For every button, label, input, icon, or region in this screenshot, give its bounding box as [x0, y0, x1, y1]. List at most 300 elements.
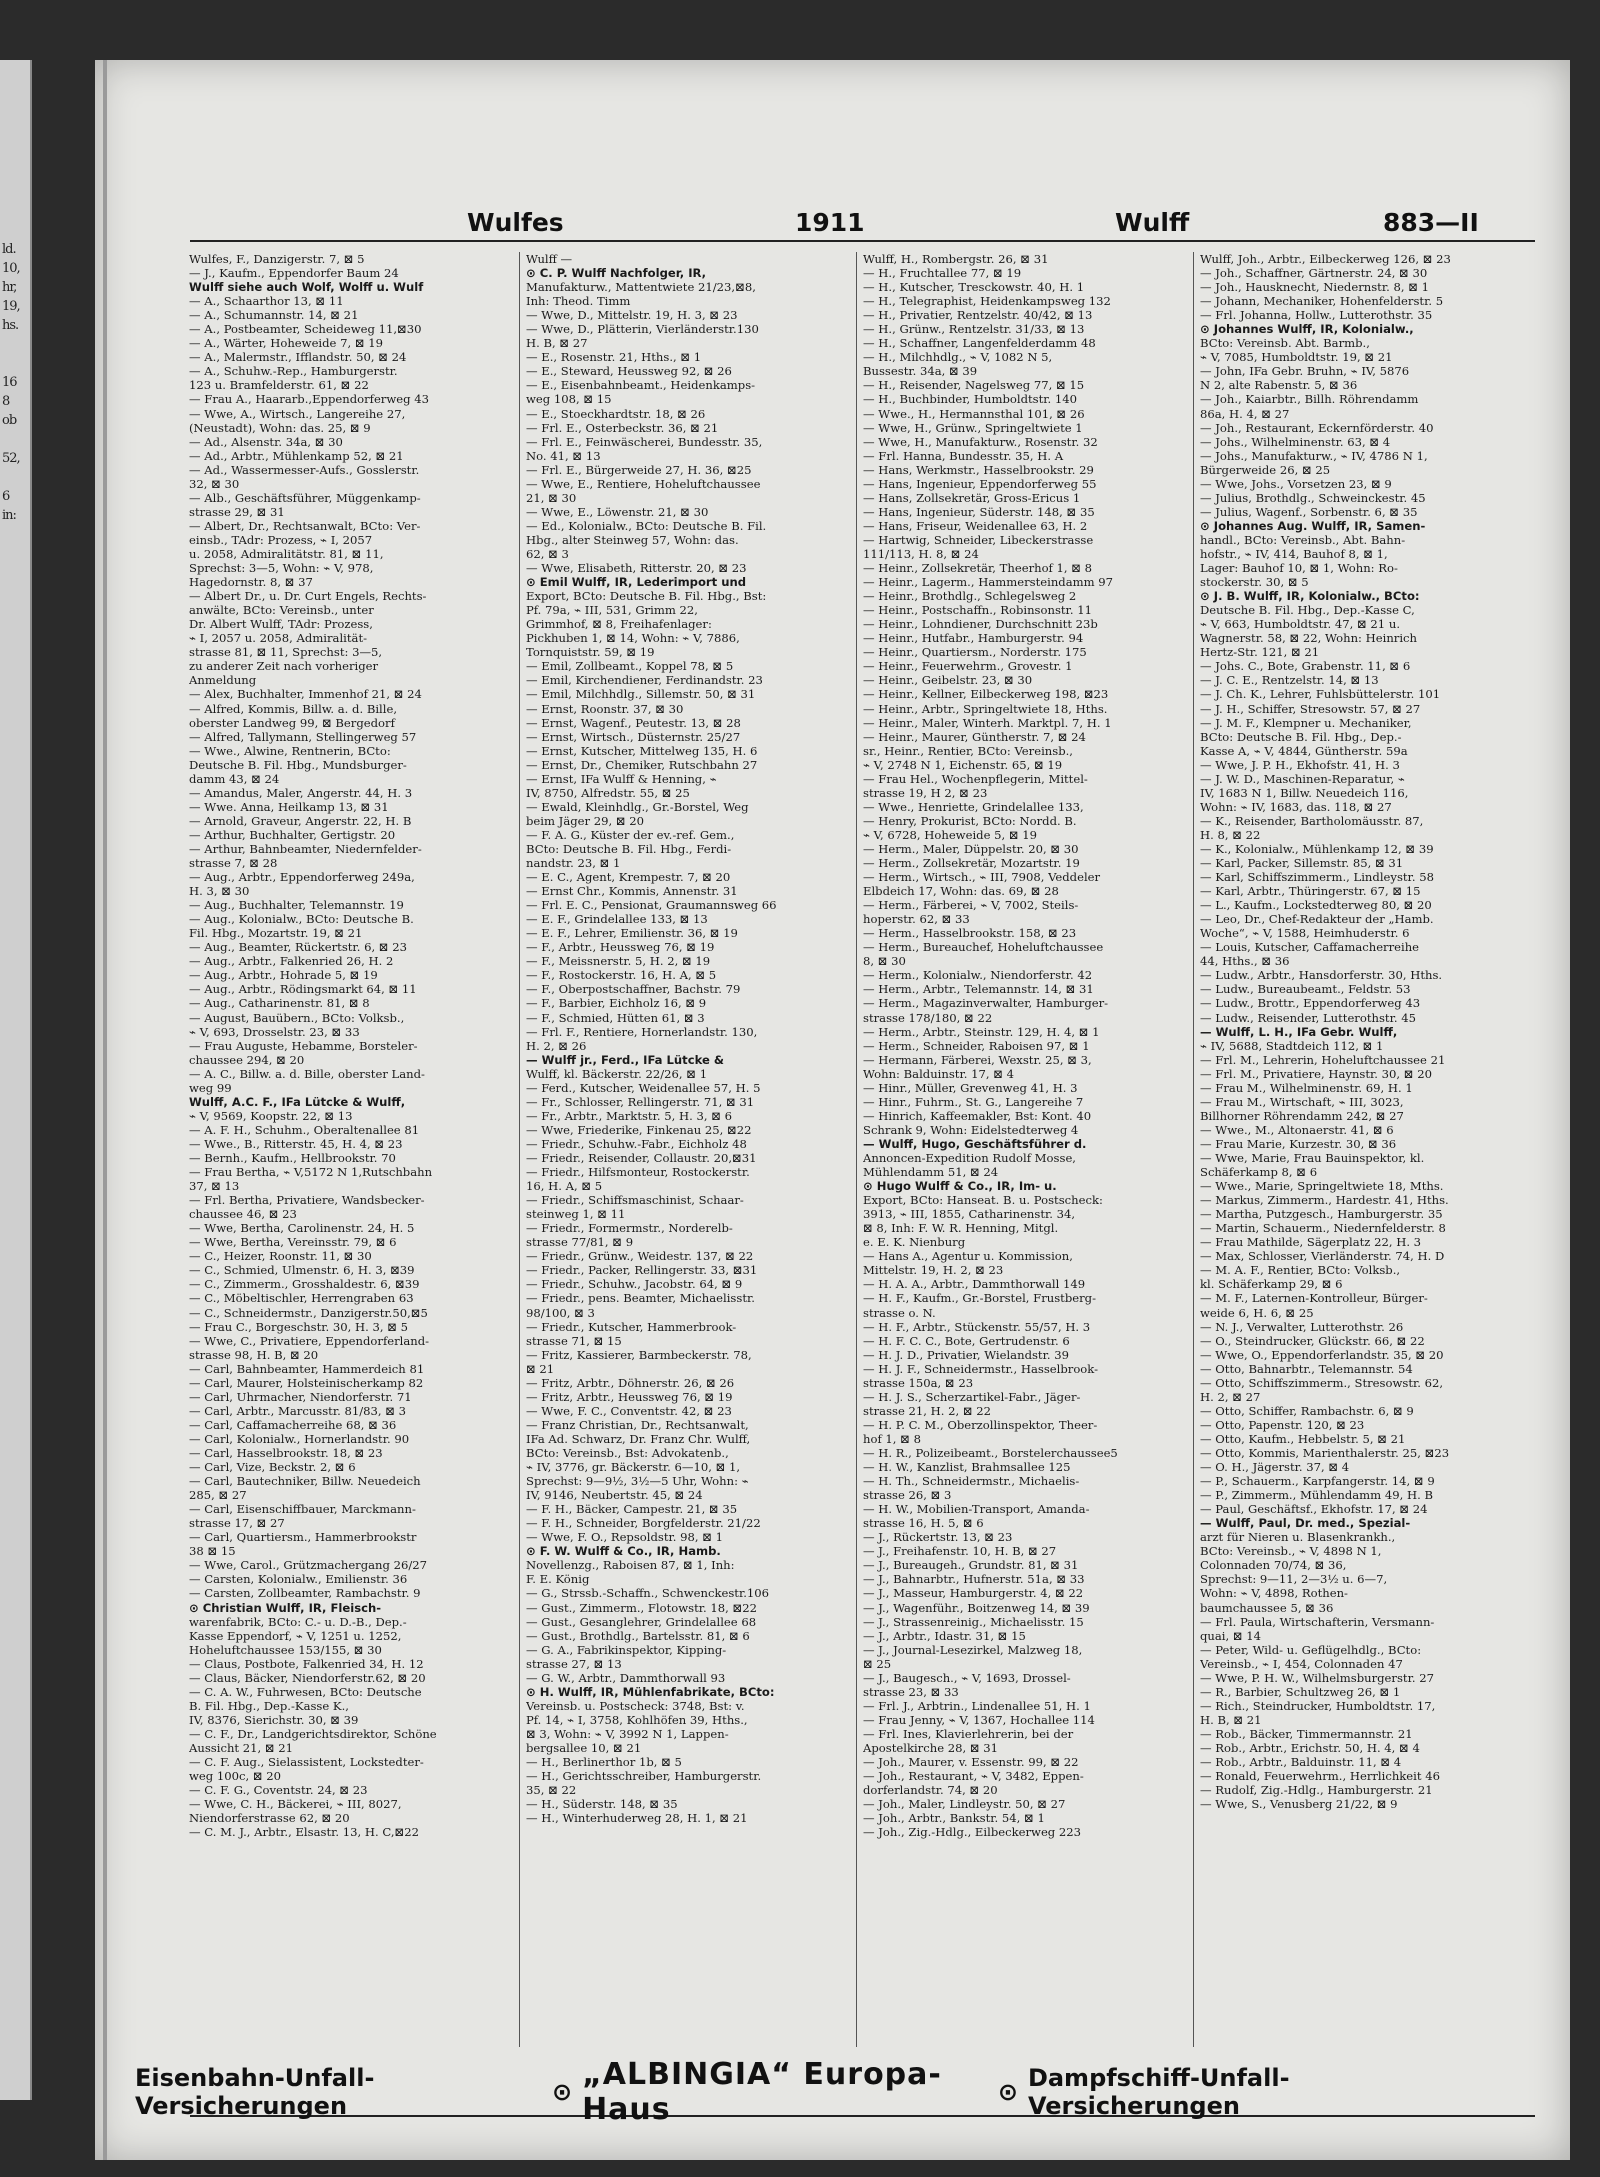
- directory-entry: — Claus, Bäcker, Niendorferstr.62, ⊠ 20: [189, 1670, 426, 1685]
- directory-entry: — Frau A., Haararb.,Eppendorferweg 43: [189, 392, 429, 407]
- directory-entry: strasse 81, ⊠ 11, Sprechst: 3—5,: [189, 645, 383, 660]
- directory-entry: — N. J., Verwalter, Lutterothstr. 26: [1200, 1319, 1404, 1334]
- directory-entry: — H. J. D., Privatier, Wielandstr. 39: [863, 1347, 1069, 1362]
- directory-entry: Deutsche B. Fil. Hbg., Dep.-Kasse C,: [1200, 603, 1415, 618]
- directory-entry: — Joh., Maurer, v. Essenstr. 99, ⊠ 22: [863, 1755, 1079, 1770]
- directory-entry: — Friedr., Schuhw., Jacobstr. 64, ⊠ 9: [526, 1277, 743, 1292]
- header-first-name: Wulfes: [467, 208, 564, 237]
- directory-entry: — H., Telegraphist, Heidenkampsweg 132: [863, 294, 1111, 309]
- directory-entry: — Martha, Putzgesch., Hamburgerstr. 35: [1200, 1207, 1443, 1222]
- directory-entry: — August, Bauübern., BCto: Volksb.,: [189, 1010, 405, 1025]
- directory-entry: ⊙ Johannes Aug. Wulff, IR, Samen-: [1200, 518, 1426, 533]
- directory-entry: — H. W., Kanzlist, Brahmsallee 125: [863, 1460, 1071, 1475]
- directory-entry: — Ed., Kolonialw., BCto: Deutsche B. Fil.: [526, 518, 767, 533]
- directory-entry: strasse 71, ⊠ 15: [526, 1333, 622, 1348]
- directory-entry: ⊙ C. P. Wulff Nachfolger, IR,: [526, 266, 707, 281]
- directory-entry: — E. F., Lehrer, Emilienstr. 36, ⊠ 19: [526, 926, 738, 941]
- directory-entry: bergsallee 10, ⊠ 21: [526, 1740, 642, 1755]
- directory-entry: — Ad., Alsenstr. 34a, ⊠ 30: [189, 434, 343, 449]
- directory-entry: BCto: Deutsche B. Fil. Hbg., Dep.-: [1200, 729, 1402, 744]
- directory-entry: — Arnold, Graveur, Angerstr. 22, H. B: [189, 813, 412, 828]
- directory-entry: Export, BCto: Deutsche B. Fil. Hbg., Bst:: [526, 589, 767, 604]
- directory-entry: — C., Schmied, Ulmenstr. 6, H. 3, ⊠39: [189, 1263, 415, 1278]
- directory-column-2: [520, 252, 857, 2047]
- directory-entry: — J., Freihafenstr. 10, H. B, ⊠ 27: [863, 1544, 1057, 1559]
- directory-entry: — A. F. H., Schuhm., Oberaltenallee 81: [189, 1122, 420, 1137]
- directory-entry: — Wwe, F. C., Conventstr. 42, ⊠ 23: [526, 1403, 732, 1418]
- directory-entry: — Johann, Mechaniker, Hohenfelderstr. 5: [1200, 294, 1444, 309]
- directory-entry: — Frl. E., Feinwäscherei, Bundesstr. 35,: [526, 434, 763, 449]
- directory-entry: — F., Oberpostschaffner, Bachstr. 79: [526, 982, 741, 997]
- directory-entry: BCto: Vereinsb., ⌁ V, 4898 N 1,: [1200, 1544, 1382, 1559]
- directory-entry: — E., Steward, Heussweg 92, ⊠ 26: [526, 364, 732, 379]
- directory-entry: — Ernst, Kutscher, Mittelweg 135, H. 6: [526, 743, 758, 758]
- directory-entry: zu anderer Zeit nach vorheriger: [189, 659, 379, 674]
- directory-entry: — Heinr., Feuerwehrm., Grovestr. 1: [863, 659, 1073, 674]
- directory-entry: — Wwe, E., Rentiere, Hoheluftchaussee: [526, 476, 761, 491]
- directory-entry: anwälte, BCto: Vereinsb., unter: [189, 603, 374, 618]
- directory-entry: — Frau M., Wirtschaft, ⌁ III, 3023,: [1200, 1094, 1404, 1109]
- directory-entry: — Carl, Arbtr., Marcusstr. 81/83, ⊠ 3: [189, 1403, 407, 1418]
- directory-entry: Deutsche B. Fil. Hbg., Mundsburger-: [189, 757, 407, 772]
- directory-entry: — H., Winterhuderweg 28, H. 1, ⊠ 21: [526, 1811, 748, 1826]
- directory-entry: — Wwe, J. P. H., Ekhofstr. 41, H. 3: [1200, 757, 1400, 772]
- directory-entry: — Carsten, Zollbeamter, Rambachstr. 9: [189, 1586, 421, 1601]
- directory-entry: Wohn: ⌁ IV, 1683, das. 118, ⊠ 27: [1200, 799, 1392, 814]
- directory-entry: — Julius, Brothdlg., Schweinckestr. 45: [1200, 490, 1426, 505]
- directory-entry: — C. M. J., Arbtr., Elsastr. 13, H. C,⊠22: [189, 1825, 419, 1840]
- footer-separator-icon: ⊙: [551, 2078, 573, 2106]
- directory-entry: IFa Ad. Schwarz, Dr. Franz Chr. Wulff,: [526, 1431, 751, 1446]
- directory-entry: — Heinr., Arbtr., Springeltwiete 18, Hths.: [863, 701, 1108, 716]
- directory-entry: — H., Buchbinder, Humboldtstr. 140: [863, 392, 1078, 407]
- directory-entry: Hoheluftchaussee 153/155, ⊠ 30: [189, 1642, 382, 1657]
- directory-entry: — Wwe., B., Ritterstr. 45, H. 4, ⊠ 23: [189, 1136, 403, 1151]
- directory-entry: — Frau M., Wilhelminenstr. 69, H. 1: [1200, 1080, 1413, 1095]
- directory-entry: Pf. 14, ⌁ I, 3758, Kohlhöfen 39, Hths.,: [526, 1712, 748, 1727]
- directory-entry: — Wwe. Anna, Heilkamp 13, ⊠ 31: [189, 799, 389, 814]
- directory-entry: Hertz-Str. 121, ⊠ 21: [1200, 645, 1320, 660]
- directory-entry: H. B, ⊠ 21: [1200, 1712, 1262, 1727]
- directory-entry: — Frl. E., Osterbeckstr. 36, ⊠ 21: [526, 420, 719, 435]
- directory-entry: Novellenzg., Raboisen 87, ⊠ 1, Inh:: [526, 1558, 735, 1573]
- header-rule: [190, 240, 1535, 242]
- directory-entry: — A., Schuhw.-Rep., Hamburgerstr.: [189, 364, 398, 379]
- directory-entry: — A., Wärter, Hoheweide 7, ⊠ 19: [189, 336, 384, 351]
- directory-entry: — Hans, Zollsekretär, Gross-Ericus 1: [863, 490, 1081, 505]
- directory-entry: u. 2058, Admiralitätstr. 81, ⊠ 11,: [189, 546, 384, 561]
- directory-entry: — Frau Marie, Kurzestr. 30, ⊠ 36: [1200, 1136, 1397, 1151]
- directory-entry: Dr. Albert Wulff, TAdr: Prozess,: [189, 617, 373, 632]
- directory-entry: — Ernst, Dr., Chemiker, Rutschbahn 27: [526, 757, 758, 772]
- directory-entry: — Fr., Arbtr., Marktstr. 5, H. 3, ⊠ 6: [526, 1108, 732, 1123]
- directory-entry: — Joh., Zig.-Hdlg., Eilbeckerweg 223: [863, 1825, 1082, 1840]
- directory-entry: — Claus, Postbote, Falkenried 34, H. 12: [189, 1656, 424, 1671]
- directory-entry: — Herm., Magazinverwalter, Hamburger-: [863, 996, 1109, 1011]
- header-page-number: 883—II: [1383, 208, 1479, 237]
- directory-entry: — Wwe, Marie, Frau Bauinspektor, kl.: [1200, 1151, 1425, 1165]
- directory-entry: — Otto, Kommis, Marienthalerstr. 25, ⊠23: [1200, 1445, 1450, 1460]
- directory-entry: — A., Postbeamter, Scheideweg 11,⊠30: [189, 322, 422, 337]
- directory-entry: Bussestr. 34a, ⊠ 39: [863, 364, 978, 379]
- directory-entry: — Frl. Hanna, Bundesstr. 35, H. A: [863, 448, 1064, 463]
- directory-entry: — Gust., Gesanglehrer, Grindelallee 68: [526, 1614, 757, 1629]
- directory-entry: — J., Arbtr., Idastr. 31, ⊠ 15: [863, 1628, 1026, 1643]
- directory-entry: Wagnerstr. 58, ⊠ 22, Wohn: Heinrich: [1200, 631, 1417, 646]
- directory-entry: Apostelkirche 28, ⊠ 31: [863, 1740, 999, 1755]
- directory-entry: — Wwe, E., Löwenstr. 21, ⊠ 30: [526, 504, 709, 519]
- directory-entry: IV, 9146, Neubertstr. 45, ⊠ 24: [526, 1488, 703, 1503]
- directory-entry: 111/113, H. 8, ⊠ 24: [863, 546, 979, 561]
- footer-center-ad: „ALBINGIA“ Europa-Haus: [582, 2057, 942, 2127]
- directory-entry: BCto: Vereinsb., Bst: Advokatenb.,: [526, 1445, 729, 1460]
- directory-entry: — Martin, Schauerm., Niedernfelderstr. 8: [1200, 1221, 1446, 1236]
- directory-entry: IV, 8750, Alfredstr. 55, ⊠ 25: [526, 785, 690, 800]
- directory-entry: — Emil, Milchhdlg., Sillemstr. 50, ⊠ 31: [526, 687, 756, 702]
- directory-entry: — Frau Auguste, Hebamme, Borsteler-: [189, 1038, 418, 1053]
- directory-entry: weg 108, ⊠ 15: [526, 392, 612, 407]
- directory-entry: — Friedr., Kutscher, Hammerbrook-: [526, 1319, 737, 1334]
- directory-entry: warenfabrik, BCto: C.- u. D.-B., Dep.-: [189, 1614, 407, 1629]
- directory-entry: — J., Bureaugeh., Grundstr. 81, ⊠ 31: [863, 1558, 1079, 1573]
- directory-entry: — Carsten, Kolonialw., Emilienstr. 36: [189, 1572, 408, 1587]
- directory-entry: — Aug., Catharinenstr. 81, ⊠ 8: [189, 996, 370, 1011]
- directory-entry: — Ernst, Roonstr. 37, ⊠ 30: [526, 701, 684, 716]
- directory-entry: — Frl. Paula, Wirtschafterin, Versmann-: [1200, 1614, 1435, 1629]
- directory-entry: — Hans, Friseur, Weidenallee 63, H. 2: [863, 518, 1088, 533]
- directory-entry: — Carl, Caffamacherreihe 68, ⊠ 36: [189, 1417, 397, 1432]
- directory-entry: Wulff, Joh., Arbtr., Eilbeckerweg 126, ⊠ 23: [1200, 252, 1451, 266]
- directory-entry: — E., Eisenbahnbeamt., Heidenkamps-: [526, 378, 756, 393]
- directory-entry: ⊠ 8, Inh: F. W. R. Henning, Mitgl.: [863, 1221, 1059, 1236]
- directory-entry: — Hans A., Agentur u. Kommission,: [863, 1249, 1073, 1264]
- directory-entry: — Heinr., Maurer, Güntherstr. 7, ⊠ 24: [863, 729, 1086, 744]
- directory-entry: Wulff, A.C. F., IFa Lütcke & Wulff,: [189, 1094, 406, 1109]
- directory-entry: 21, ⊠ 30: [526, 490, 577, 505]
- directory-entry: — Wwe, S., Venusberg 21/22, ⊠ 9: [1200, 1797, 1398, 1812]
- directory-entry: Inh: Theod. Timm: [526, 294, 631, 309]
- directory-entry: — J., Kaufm., Eppendorfer Baum 24: [189, 266, 399, 281]
- directory-entry: — Aug., Kolonialw., BCto: Deutsche B.: [189, 912, 414, 927]
- directory-entry: — Carl, Quartiersm., Hammerbrookstr: [189, 1530, 417, 1545]
- directory-entry: — L., Kaufm., Lockstedterweg 80, ⊠ 20: [1200, 898, 1432, 913]
- directory-entry: — J. M. F., Klempner u. Mechaniker,: [1200, 715, 1412, 730]
- directory-entry: stockerstr. 30, ⊠ 5: [1200, 575, 1309, 590]
- directory-entry: — F., Schmied, Hütten 61, ⊠ 3: [526, 1010, 705, 1025]
- directory-entry: hoperstr. 62, ⊠ 33: [863, 912, 970, 927]
- directory-entry: strasse 29, ⊠ 31: [189, 504, 285, 519]
- directory-entry: — F., Rostockerstr. 16, H. A, ⊠ 5: [526, 968, 717, 983]
- directory-entry: — M. A. F., Rentier, BCto: Volksb.,: [1200, 1263, 1401, 1278]
- directory-entry: — Wulff, Hugo, Geschäftsführer d.: [863, 1136, 1087, 1151]
- directory-entry: — F., Arbtr., Heussweg 76, ⊠ 19: [526, 940, 715, 955]
- directory-entry: ⌁ IV, 3776, gr. Bäckerstr. 6—10, ⊠ 1,: [526, 1460, 741, 1475]
- directory-entry: oberster Landweg 99, ⊠ Bergedorf: [189, 715, 395, 730]
- directory-entry: — Herm., Schneider, Raboisen 97, ⊠ 1: [863, 1038, 1090, 1053]
- directory-entry: — Ferd., Kutscher, Weidenallee 57, H. 5: [526, 1080, 761, 1095]
- directory-entry: — Frau Hel., Wochenpflegerin, Mittel-: [863, 771, 1088, 786]
- directory-entry: — Wwe, Bertha, Carolinenstr. 24, H. 5: [189, 1221, 415, 1236]
- directory-entry: — H., Schaffner, Langenfelderdamm 48: [863, 336, 1096, 351]
- directory-entry: — Rudolf, Zig.-Hdlg., Hamburgerstr. 21: [1200, 1783, 1433, 1798]
- directory-entry: — C. F., Dr., Landgerichtsdirektor, Schöne: [189, 1726, 437, 1741]
- directory-entry: — O. H., Jägerstr. 37, ⊠ 4: [1200, 1460, 1350, 1475]
- directory-entry: — Aug., Arbtr., Rödingsmarkt 64, ⊠ 11: [189, 982, 417, 997]
- directory-entry: Billhorner Röhrendamm 242, ⊠ 27: [1200, 1108, 1404, 1123]
- directory-entry: Annoncen-Expedition Rudolf Mosse,: [863, 1151, 1076, 1165]
- directory-entry: — Emil, Zollbeamt., Koppel 78, ⊠ 5: [526, 659, 734, 674]
- directory-entry: — Carl, Uhrmacher, Niendorferstr. 71: [189, 1389, 412, 1404]
- directory-entry: — Markus, Zimmerm., Hardestr. 41, Hths.: [1200, 1193, 1449, 1208]
- directory-entry: — M. F., Laternen-Kontrolleur, Bürger-: [1200, 1291, 1428, 1306]
- directory-entry: — Wwe, Bertha, Vereinsstr. 79, ⊠ 6: [189, 1235, 397, 1250]
- directory-entry: strasse 178/180, ⊠ 22: [863, 1010, 993, 1025]
- directory-entry: — Ernst, IFa Wulff & Henning, ⌁: [526, 771, 717, 786]
- directory-entry: hof 1, ⊠ 8: [863, 1431, 921, 1446]
- directory-entry: — Otto, Kaufm., Hebbelstr. 5, ⊠ 21: [1200, 1431, 1406, 1446]
- directory-entry: 86a, H. 4, ⊠ 27: [1200, 406, 1290, 421]
- directory-entry: — Karl, Arbtr., Thüringerstr. 67, ⊠ 15: [1200, 884, 1421, 899]
- directory-entry: 37, ⊠ 13: [189, 1179, 240, 1194]
- directory-entry: — Amandus, Maler, Angerstr. 44, H. 3: [189, 785, 413, 800]
- directory-entry: H. 8, ⊠ 22: [1200, 827, 1261, 842]
- directory-entry: Colonnaden 70/74, ⊠ 36,: [1200, 1558, 1347, 1573]
- directory-entry: strasse 26, ⊠ 3: [863, 1488, 952, 1503]
- directory-entry: H. B, ⊠ 27: [526, 336, 588, 351]
- directory-entry: — Henry, Prokurist, BCto: Nordd. B.: [863, 813, 1077, 828]
- directory-entry: — H., Grünw., Rentzelstr. 31/33, ⊠ 13: [863, 322, 1085, 337]
- page-spine-shadow: [103, 60, 107, 2160]
- directory-entry: — Wwe, O., Eppendorferlandstr. 35, ⊠ 20: [1200, 1347, 1444, 1362]
- previous-page-text-fragment: ld. 10, hr, 19, hs. 16 8 ob 52, 6 in:: [2, 242, 20, 523]
- directory-entry: — Karl, Schiffszimmerm., Lindleystr. 58: [1200, 870, 1434, 885]
- directory-entry: — Hinr., Fuhrm., St. G., Langereihe 7: [863, 1094, 1084, 1109]
- directory-entry: einsb., TAdr: Prozess, ⌁ I, 2057: [189, 532, 373, 547]
- directory-entry: Anmeldung: [189, 673, 257, 688]
- directory-entry: strasse 150a, ⊠ 23: [863, 1375, 974, 1390]
- directory-entry: — A., Schaarthor 13, ⊠ 11: [189, 294, 344, 309]
- directory-entry: — Frl. Johanna, Hollw., Lutterothstr. 35: [1200, 308, 1433, 323]
- directory-entry: Manufakturw., Mattentwiete 21/23,⊠8,: [526, 280, 756, 295]
- directory-entry: — Heinr., Hutfabr., Hamburgerstr. 94: [863, 631, 1084, 646]
- directory-entry: — H. P. C. M., Oberzollinspektor, Theer-: [863, 1417, 1098, 1432]
- directory-entry: Kasse Eppendorf, ⌁ V, 1251 u. 1252,: [189, 1628, 402, 1643]
- previous-page-edge: [0, 60, 32, 2100]
- directory-entry: — Wwe, D., Plätterin, Vierländerstr.130: [526, 322, 759, 337]
- advertisement-footer: [135, 2057, 1455, 2127]
- directory-entry: — Alfred, Kommis, Billw. a. d. Bille,: [189, 701, 398, 716]
- directory-entry: Hagedornstr. 8, ⊠ 37: [189, 575, 313, 590]
- directory-entry: — Herm., Arbtr., Telemannstr. 14, ⊠ 31: [863, 982, 1094, 997]
- directory-entry: Mühlendamm 51, ⊠ 24: [863, 1165, 999, 1180]
- directory-entry: — J., Strassenreinig., Michaelisstr. 15: [863, 1614, 1084, 1629]
- directory-entry: nandstr. 23, ⊠ 1: [526, 856, 621, 871]
- directory-entry: — Wulff jr., Ferd., IFa Lütcke &: [526, 1052, 725, 1067]
- directory-entry: — H. F. C. C., Bote, Gertrudenstr. 6: [863, 1333, 1070, 1348]
- directory-entry: — G., Strssb.-Schaffn., Schwenckestr.106: [526, 1586, 770, 1601]
- directory-entry: — P., Zimmerm., Mühlendamm 49, H. B: [1200, 1488, 1433, 1503]
- directory-entry: — F. H., Bäcker, Campestr. 21, ⊠ 35: [526, 1502, 738, 1517]
- directory-entry: ⊙ Johannes Wulff, IR, Kolonialw.,: [1200, 322, 1414, 337]
- directory-entry: — Herm., Hasselbrookstr. 158, ⊠ 23: [863, 926, 1077, 941]
- directory-entry: Pf. 79a, ⌁ III, 531, Grimm 22,: [526, 603, 698, 618]
- directory-entry: — Herm., Kolonialw., Niendorferstr. 42: [863, 968, 1093, 983]
- directory-entry: — Hans, Ingenieur, Süderstr. 148, ⊠ 35: [863, 504, 1095, 519]
- directory-entry: hofstr., ⌁ IV, 414, Bauhof 8, ⊠ 1,: [1200, 546, 1388, 561]
- directory-entry: — Fr., Schlosser, Rellingerstr. 71, ⊠ 31: [526, 1094, 755, 1109]
- directory-entry: — J. H., Schiffer, Stresowstr. 57, ⊠ 27: [1200, 701, 1421, 716]
- directory-entry: — Johs., Wilhelminenstr. 63, ⊠ 4: [1200, 434, 1391, 449]
- directory-entry: — Frl. Bertha, Privatiere, Wandsbecker-: [189, 1193, 425, 1208]
- directory-entry: Sprechst: 3—5, Wohn: ⌁ V, 978,: [189, 561, 374, 576]
- directory-entry: — C., Schneidermstr., Danzigerstr.50,⊠5: [189, 1305, 428, 1320]
- directory-entry: BCto: Vereinsb. Abt. Barmb.,: [1200, 336, 1370, 351]
- directory-entry: — Friedr., Schuhw.-Fabr., Eichholz 48: [526, 1136, 747, 1151]
- directory-entry: — Wwe, A., Wirtsch., Langereihe 27,: [189, 406, 406, 421]
- directory-entry: strasse 98, H. B, ⊠ 20: [189, 1347, 319, 1362]
- directory-entry: — Herm., Maler, Düppelstr. 20, ⊠ 30: [863, 841, 1079, 856]
- directory-column-4: [1194, 252, 1531, 2047]
- directory-entry: — Carl, Maurer, Holsteinischerkamp 82: [189, 1375, 424, 1390]
- directory-entry: 98/100, ⊠ 3: [526, 1305, 595, 1320]
- directory-entry: Wulff —: [526, 252, 573, 266]
- directory-entry: — Ad., Wassermesser-Aufs., Gosslerstr.: [189, 462, 420, 477]
- directory-entry: — Wwe, Carol., Grützmachergang 26/27: [189, 1558, 428, 1573]
- directory-entry: — H. J. S., Scherzartikel-Fabr., Jäger-: [863, 1389, 1081, 1404]
- directory-columns: [183, 252, 1533, 2047]
- directory-entry: — J., Journal-Lesezirkel, Malzweg 18,: [863, 1642, 1083, 1657]
- directory-entry: ⊙ Christian Wulff, IR, Fleisch-: [189, 1600, 382, 1615]
- directory-entry: — Friedr., Grünw., Weidestr. 137, ⊠ 22: [526, 1249, 754, 1264]
- directory-entry: 44, Hths., ⊠ 36: [1200, 954, 1290, 969]
- directory-entry: sr., Heinr., Rentier, BCto: Vereinsb.,: [863, 743, 1073, 758]
- directory-entry: — Wwe, F. O., Repsoldstr. 98, ⊠ 1: [526, 1530, 724, 1545]
- directory-entry: 35, ⊠ 22: [526, 1783, 577, 1798]
- footer-left-ad: Eisenbahn-Unfall-Versicherungen: [135, 2064, 375, 2120]
- directory-entry: — F., Barbier, Eichholz 16, ⊠ 9: [526, 996, 707, 1011]
- directory-entry: — Hans, Ingenieur, Eppendorferweg 55: [863, 476, 1097, 491]
- directory-entry: — Hinr., Müller, Grevenweg 41, H. 3: [863, 1080, 1078, 1095]
- directory-entry: — Friedr., Formermstr., Norderelb-: [526, 1221, 733, 1236]
- directory-entry: — Aug., Arbtr., Hohrade 5, ⊠ 19: [189, 968, 378, 983]
- directory-entry: Niendorferstrasse 62, ⊠ 20: [189, 1811, 350, 1826]
- directory-entry: — A. C., Billw. a. d. Bille, oberster Land-: [189, 1066, 425, 1081]
- directory-entry: IV, 1683 N 1, Billw. Neuedeich 116,: [1200, 785, 1409, 800]
- directory-entry: — Hans, Werkmstr., Hasselbrookstr. 29: [863, 462, 1094, 477]
- directory-entry: — E., Rosenstr. 21, Hths., ⊠ 1: [526, 350, 702, 365]
- directory-entry: H. 2, ⊠ 26: [526, 1038, 587, 1053]
- directory-entry: weg 100c, ⊠ 20: [189, 1769, 282, 1784]
- directory-entry: — Albert Dr., u. Dr. Curt Engels, Rechts-: [189, 589, 427, 604]
- directory-entry: — Bernh., Kaufm., Hellbrookstr. 70: [189, 1151, 396, 1165]
- directory-entry: — O., Steindrucker, Glückstr. 66, ⊠ 22: [1200, 1333, 1425, 1348]
- directory-entry: — Carl, Bahnbeamter, Hammerdeich 81: [189, 1361, 425, 1376]
- directory-entry: — Heinr., Postschaffn., Robinsonstr. 11: [863, 603, 1092, 618]
- directory-entry: — Johs., Manufakturw., ⌁ IV, 4786 N 1,: [1200, 448, 1428, 463]
- directory-entry: 3913, ⌁ III, 1855, Catharinenstr. 34,: [863, 1207, 1076, 1222]
- directory-entry: — Herm., Färberei, ⌁ V, 7002, Steils-: [863, 898, 1079, 913]
- directory-entry: — Aug., Arbtr., Falkenried 26, H. 2: [189, 954, 394, 969]
- directory-entry: steinweg 1, ⊠ 11: [526, 1207, 626, 1222]
- directory-entry: 32, ⊠ 30: [189, 476, 240, 491]
- directory-entry: — Wwe, Friederike, Finkenau 25, ⊠22: [526, 1122, 752, 1137]
- directory-entry: — Otto, Papenstr. 120, ⊠ 23: [1200, 1417, 1365, 1432]
- directory-entry: kl. Schäferkamp 29, ⊠ 6: [1200, 1277, 1343, 1292]
- directory-entry: — Friedr., Packer, Rellingerstr. 33, ⊠31: [526, 1263, 758, 1278]
- directory-entry: — Hinrich, Kaffeemakler, Bst: Kont. 40: [863, 1108, 1092, 1123]
- directory-entry: — Heinr., Maler, Winterh. Marktpl. 7, H. 1: [863, 715, 1112, 730]
- directory-entry: — Friedr., Schiffsmaschinist, Schaar-: [526, 1193, 744, 1208]
- directory-entry: — Gust., Zimmerm., Flotowstr. 18, ⊠22: [526, 1600, 758, 1615]
- directory-entry: — H., Milchhdlg., ⌁ V, 1082 N 5,: [863, 350, 1053, 365]
- directory-entry: Mittelstr. 19, H. 2, ⊠ 23: [863, 1263, 1004, 1278]
- directory-entry: chaussee 46, ⊠ 23: [189, 1207, 297, 1222]
- directory-entry: — Ludw., Arbtr., Hansdorferstr. 30, Hths.: [1200, 968, 1443, 983]
- directory-entry: — E. C., Agent, Krempestr. 7, ⊠ 20: [526, 870, 731, 885]
- directory-entry: — Otto, Schiffszimmerm., Stresowstr. 62,: [1200, 1375, 1444, 1390]
- directory-entry: — Herm., Zollsekretär, Mozartstr. 19: [863, 856, 1080, 871]
- header-last-name: Wulff: [1115, 208, 1190, 237]
- directory-entry: ⌁ V, 9569, Koopstr. 22, ⊠ 13: [189, 1108, 353, 1123]
- directory-entry: — Frl. M., Privatiere, Haynstr. 30, ⊠ 20: [1200, 1066, 1432, 1081]
- directory-entry: Vereinsb., ⌁ I, 454, Colonnaden 47: [1200, 1656, 1403, 1671]
- directory-entry: Elbdeich 17, Wohn: das. 69, ⊠ 28: [863, 884, 1059, 899]
- directory-entry: Schäferkamp 8, ⊠ 6: [1200, 1165, 1318, 1180]
- directory-entry: — P., Schauerm., Karpfangerstr. 14, ⊠ 9: [1200, 1474, 1435, 1489]
- directory-entry: — Wwe., H., Hermannsthal 101, ⊠ 26: [863, 406, 1085, 421]
- directory-entry: — J., Wagenführ., Boitzenweg 14, ⊠ 39: [863, 1600, 1090, 1615]
- running-head: [95, 208, 1570, 248]
- directory-entry: — A., Schumannstr. 14, ⊠ 21: [189, 308, 359, 323]
- directory-entry: — Joh., Arbtr., Bankstr. 54, ⊠ 1: [863, 1811, 1045, 1826]
- directory-entry: — Joh., Restaurant, Eckernförderstr. 40: [1200, 420, 1434, 435]
- directory-entry: — J. W. D., Maschinen-Reparatur, ⌁: [1200, 771, 1405, 786]
- directory-entry: — Ludw., Brottr., Eppendorferweg 43: [1200, 996, 1421, 1011]
- directory-column-3: [857, 252, 1194, 2047]
- directory-entry: — Carl, Hasselbrookstr. 18, ⊠ 23: [189, 1445, 383, 1460]
- directory-entry: — Hartwig, Schneider, Libeckerstrasse: [863, 532, 1094, 547]
- directory-entry: Tornquiststr. 59, ⊠ 19: [526, 645, 655, 660]
- directory-entry: — Arthur, Buchhalter, Gertigstr. 20: [189, 827, 396, 842]
- directory-entry: — H., Gerichtsschreiber, Hamburgerstr.: [526, 1769, 762, 1784]
- directory-entry: ⊠ 21: [526, 1361, 555, 1376]
- directory-entry: strasse 7, ⊠ 28: [189, 856, 278, 871]
- directory-entry: — Gust., Brothdlg., Bartelsstr. 81, ⊠ 6: [526, 1628, 750, 1643]
- directory-entry: — Emil, Kirchendiener, Ferdinandstr. 23: [526, 673, 763, 688]
- directory-entry: — Joh., Schaffner, Gärtnerstr. 24, ⊠ 30: [1200, 266, 1428, 281]
- directory-entry: — Wwe., Henriette, Grindelallee 133,: [863, 799, 1084, 814]
- directory-entry: — Frl. F., Rentiere, Hornerlandstr. 130,: [526, 1024, 758, 1039]
- footer-right-ad: Dampfschiff-Unfall-Versicherungen: [1027, 2064, 1290, 2120]
- directory-entry: Wulff siehe auch Wolf, Wolff u. Wulf: [189, 280, 424, 295]
- directory-entry: — Louis, Kutscher, Caffamacherreihe: [1200, 940, 1420, 955]
- directory-entry: Sprechst: 9—9½, 3½—5 Uhr, Wohn: ⌁: [526, 1474, 749, 1489]
- directory-entry: — H., Berlinerthor 1b, ⊠ 5: [526, 1755, 682, 1770]
- directory-entry: — Aug., Beamter, Rückertstr. 6, ⊠ 23: [189, 940, 407, 955]
- directory-entry: — Ewald, Kleinhdlg., Gr.-Borstel, Weg: [526, 799, 749, 814]
- directory-entry: strasse 27, ⊠ 13: [526, 1656, 622, 1671]
- directory-entry: — Ludw., Reisender, Lutterothstr. 45: [1200, 1010, 1416, 1025]
- directory-entry: ⌁ V, 2748 N 1, Eichenstr. 65, ⊠ 19: [863, 757, 1063, 772]
- directory-entry: — Wulff, L. H., IFa Gebr. Wulff,: [1200, 1024, 1398, 1039]
- directory-entry: — Heinr., Geibelstr. 23, ⊠ 30: [863, 673, 1033, 688]
- directory-entry: — Heinr., Quartiersm., Norderstr. 175: [863, 645, 1087, 660]
- directory-entry: — H., Kutscher, Tresckowstr. 40, H. 1: [863, 280, 1085, 295]
- directory-entry: — Wwe, H., Grünw., Springeltwiete 1: [863, 420, 1083, 435]
- directory-entry: — Rob., Bäcker, Timmermannstr. 21: [1200, 1726, 1413, 1741]
- directory-entry: — Frau Mathilde, Sägerplatz 22, H. 3: [1200, 1235, 1422, 1250]
- directory-entry: ⊙ Hugo Wulff & Co., IR, Im- u.: [863, 1179, 1057, 1194]
